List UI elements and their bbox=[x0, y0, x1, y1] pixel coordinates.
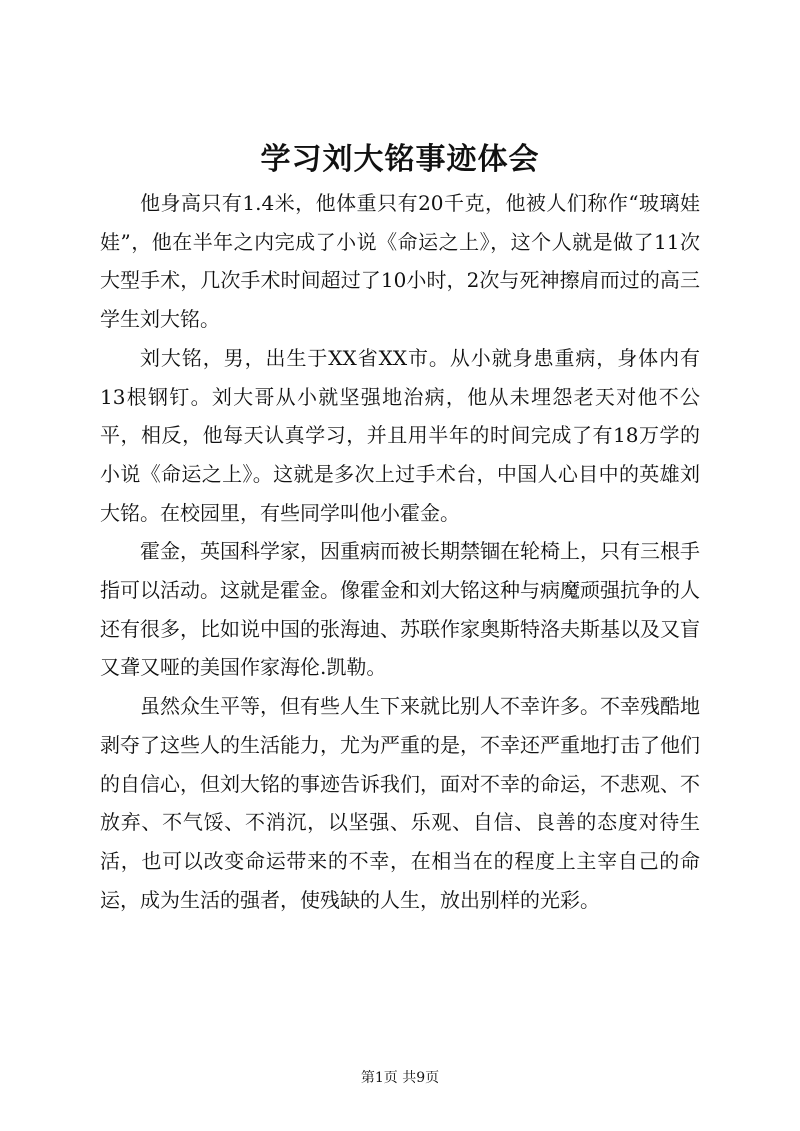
paragraph-2: 刘大铭，男，出生于XX省XX市。从小就身患重病，身体内有13根钢钉。刘大哥从小就坚强地治病，他从未埋怨老天对他不公平，相反，他每天认真学习，并且用半年的时间完成了有18万学的小说《命运之上》。这就是多次上过手术台，中国人心目中的英雄刘大铭。在校园里，有些同学叫他小霍金。 bbox=[100, 345, 700, 525]
document-body bbox=[100, 184, 700, 919]
page-number-footer: 第1页 共9页 bbox=[360, 1070, 440, 1086]
paragraph-4: 虽然众生平等，但有些人生下来就比别人不幸许多。不幸残酷地剥夺了这些人的生活能力，尤为严重的是，不幸还严重地打击了他们的自信心，但刘大铭的事迹告诉我们，面对不幸的命运，不悲观、不放弃、不气馁、不消沉，以坚强、乐观、自信、良善的态度对待生活，也可以改变命运带来的不幸，在相当在的程度上主宰自己的命运，成为生活的强者，使残缺的人生，放出别样的光彩。 bbox=[100, 694, 700, 912]
paragraph-1: 他身高只有1.4米，他体重只有20千克，他被人们称作“玻璃娃娃”，他在半年之内完成了小说《命运之上》，这个人就是做了11次大型手术，几次手术时间超过了10小时，2次与死神擦肩而过的高三学生刘大铭。 bbox=[100, 191, 700, 332]
paragraph-3: 霍金，英国科学家，因重病而被长期禁锢在轮椅上，只有三根手指可以活动。这就是霍金。像霍金和刘大铭这种与病魔顽强抗争的人还有很多，比如说中国的张海迪、苏联作家奥斯特洛夫斯基以及又盲又聋又哑的美国作家海伦.凯勒。 bbox=[100, 539, 700, 680]
document-title: 学习刘大铭事迹体会 bbox=[260, 142, 540, 177]
